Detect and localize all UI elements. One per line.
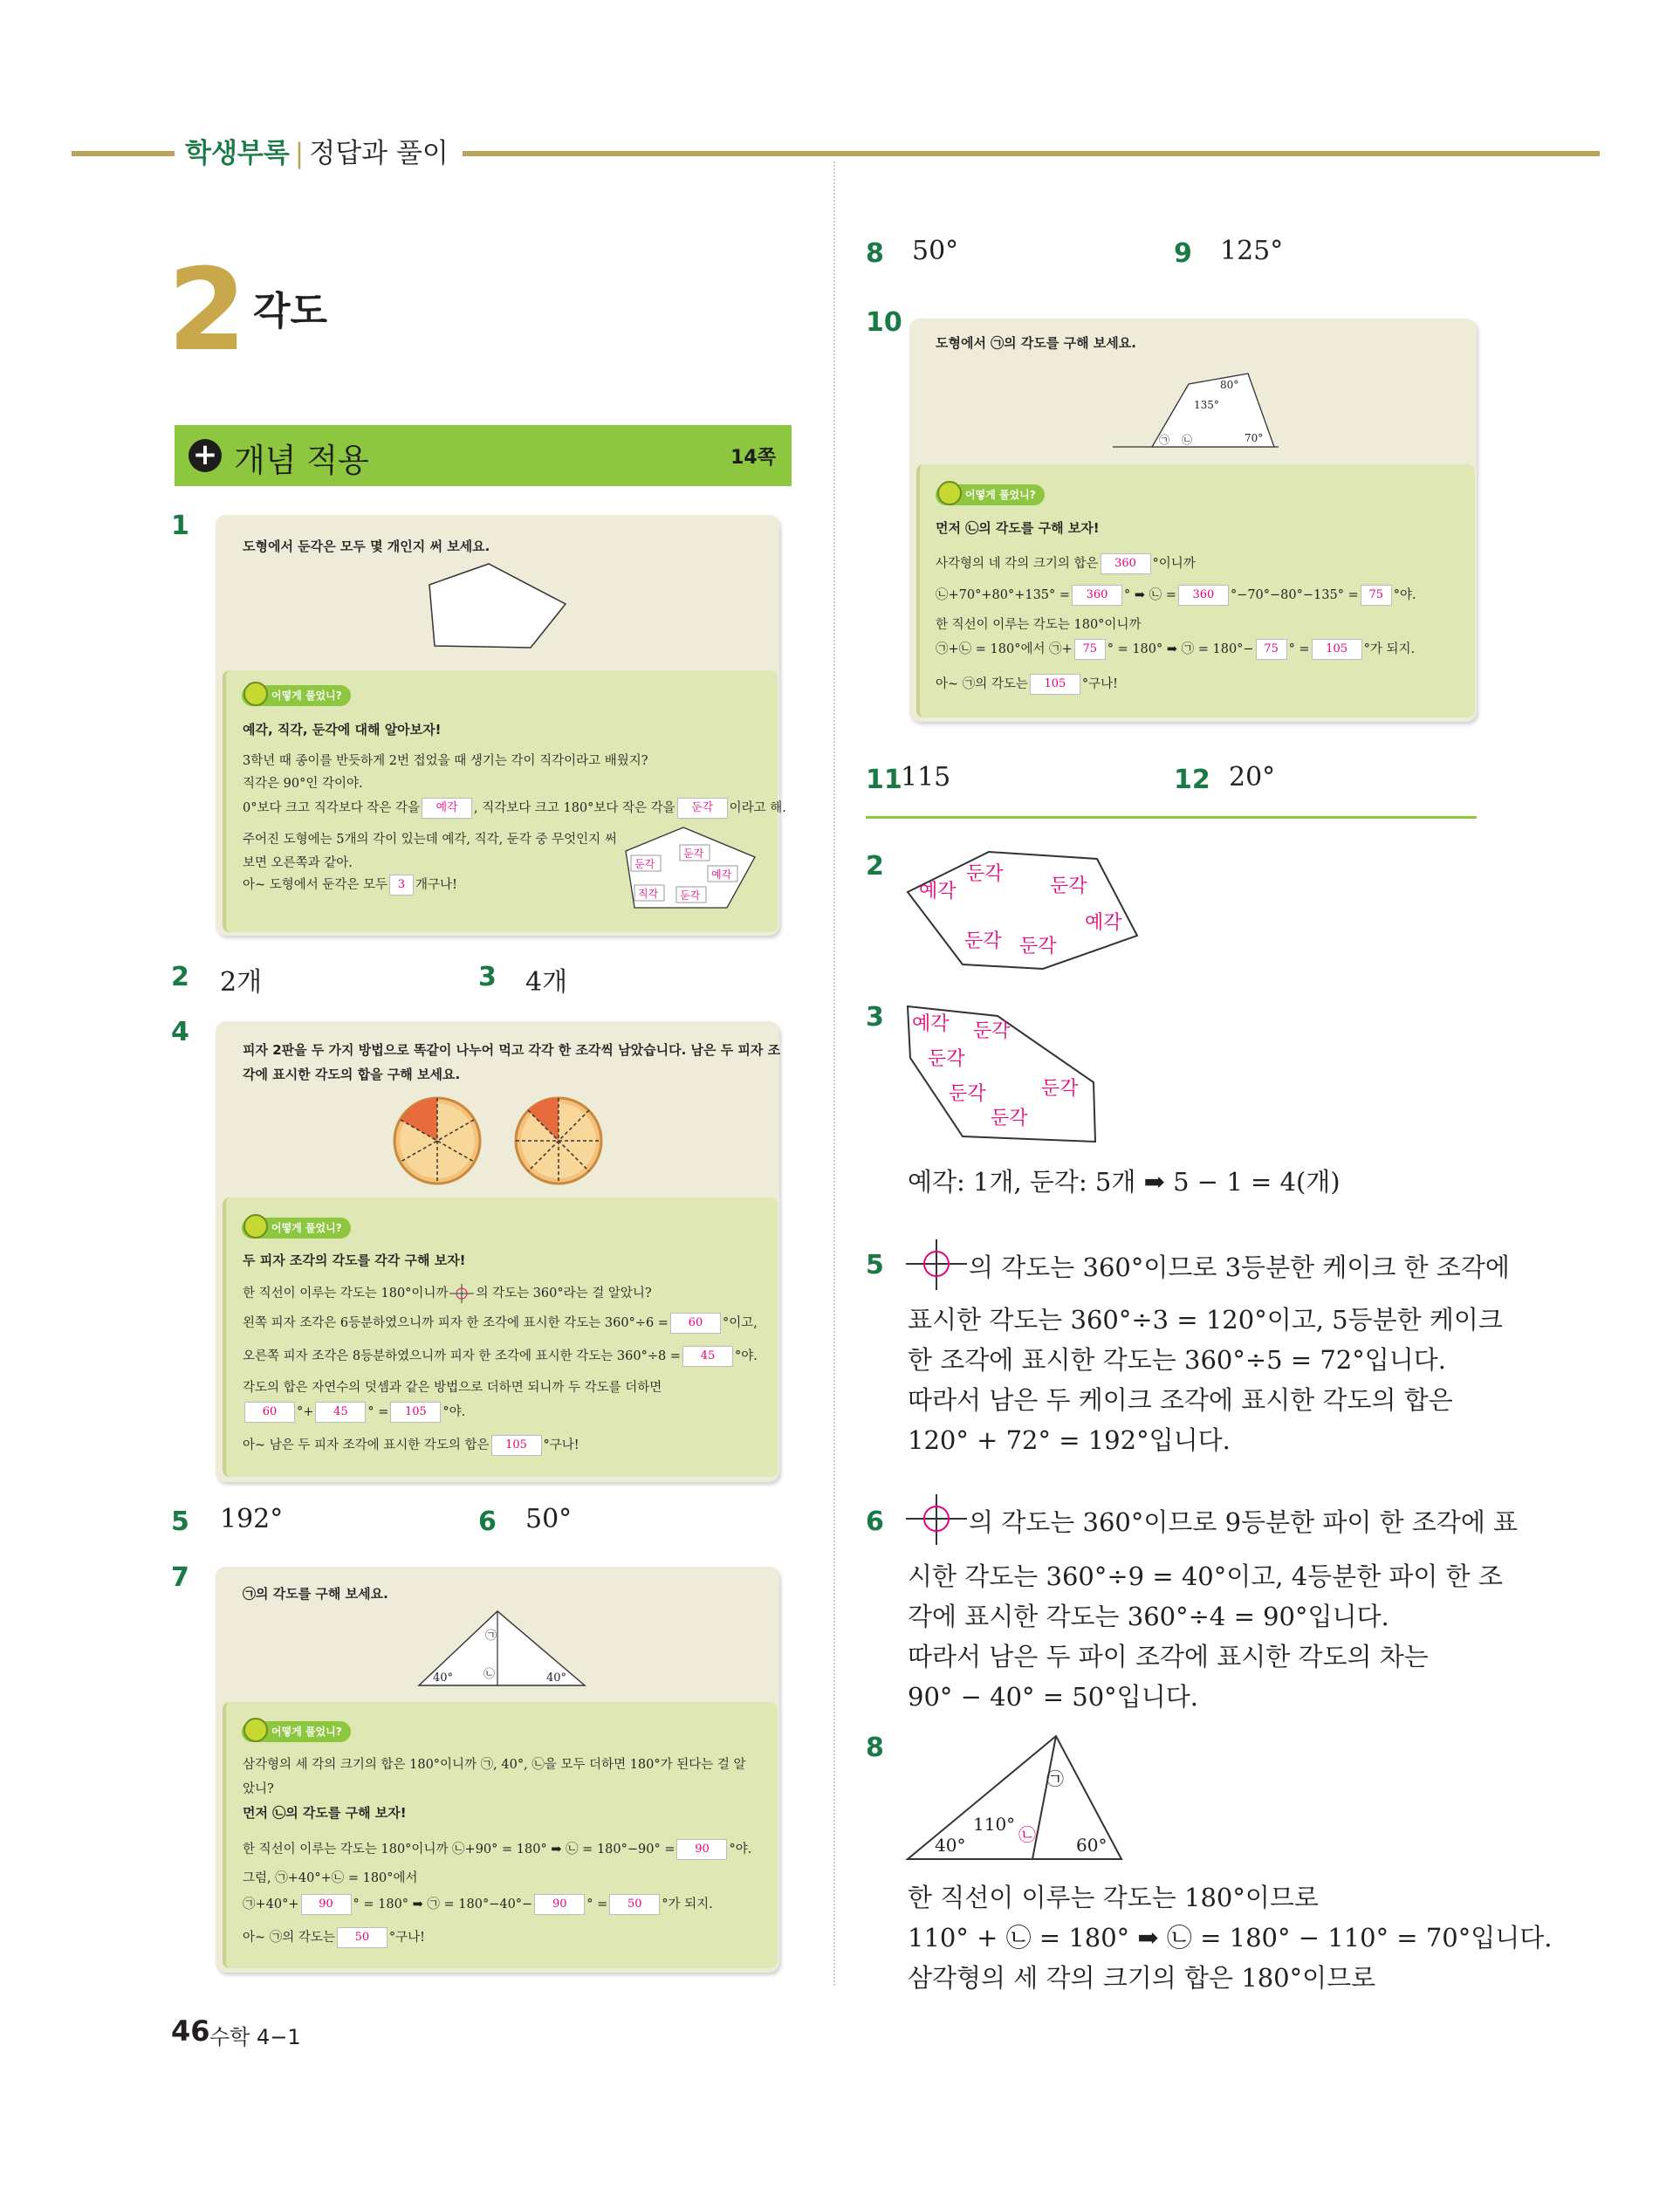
q10-fig-angle-c: 70°	[1245, 432, 1264, 444]
q10-answer-360b: 360	[1072, 585, 1122, 606]
s5-line-5: 120° + 72° = 192°입니다.	[908, 1425, 1231, 1455]
s2-hexagon-figure	[903, 847, 1143, 978]
q1-line-1: 예각, 직각, 둔각에 대해 알아보자!	[243, 722, 442, 738]
q4-pizza-figures	[393, 1095, 611, 1187]
section-title: 개념 적용	[234, 442, 369, 479]
q10-l6a: 아~ ㉠의 각도는	[936, 677, 1028, 691]
header-title	[185, 131, 449, 170]
q1-line-6: 보면 오른쪽과 같아.	[243, 856, 353, 870]
q1-answer-acute: 예각	[422, 798, 472, 819]
header-subtitle: 정답과 풀이	[309, 138, 449, 169]
q10-quad-figure	[1108, 358, 1283, 454]
q7-line-7	[243, 1927, 425, 1948]
q4-number: 4	[171, 1017, 189, 1047]
s8-number: 8	[866, 1733, 884, 1763]
s8-line-1: 한 직선이 이루는 각도는 180°이므로	[908, 1883, 1319, 1912]
s2-label-3: 둔각	[1050, 875, 1087, 897]
book-title: 수학 4−1	[209, 2025, 301, 2049]
a3-number: 3	[478, 962, 497, 992]
s3-number: 3	[866, 1002, 884, 1033]
q7-line-6	[243, 1894, 713, 1915]
q10-line-5	[936, 639, 1415, 660]
a3-value: 4개	[525, 967, 568, 998]
s2-label-1: 예각	[919, 881, 957, 902]
q7-answer-90c: 90	[534, 1894, 585, 1915]
q10-fig-angle-d: ㉠	[1159, 434, 1170, 446]
s3-label-5: 둔각	[949, 1083, 986, 1105]
q10-line-4: 한 직선이 이루는 각도는 180°이니까	[936, 618, 1142, 632]
a12-number: 12	[1174, 765, 1210, 795]
s5-line-4: 따라서 남은 두 케이크 조각에 표시한 각도의 합은	[908, 1385, 1453, 1415]
q7-fig-angle-b: 40°	[546, 1671, 567, 1685]
q7-l6a: ㉠+40°+	[243, 1898, 299, 1911]
q7-fig-angle-a: 40°	[433, 1671, 454, 1685]
q10-l3g: °야.	[1393, 588, 1416, 602]
q1-line-2: 3학년 때 종이를 반듯하게 2번 접었을 때 생기는 각이 직각이라고 배웠지?	[243, 754, 648, 768]
q4-l6f: °야.	[442, 1405, 466, 1419]
q4-sum-b: 45	[315, 1402, 366, 1423]
header-section: 학생부록	[185, 138, 290, 169]
q7-l6e: ° =	[586, 1898, 608, 1911]
q10-answer-360c: 360	[1178, 585, 1229, 606]
q4-l4a: 오른쪽 피자 조각은 8등분하였으니까 피자 한 조각에 표시한 각도는 360°÷8 =	[243, 1349, 681, 1363]
s3-label-4: 둔각	[1041, 1078, 1079, 1100]
q10-number: 10	[866, 307, 902, 338]
q10-answer-105: 105	[1312, 639, 1362, 660]
q10-answer-75b: 75	[1074, 639, 1106, 660]
q7-answer-90: 90	[676, 1839, 727, 1860]
page-number: 46	[171, 2014, 210, 2048]
column-divider	[833, 161, 835, 1986]
s5-line-1: 의 각도는 360°이므로 3등분한 케이크 한 조각에	[969, 1252, 1510, 1282]
s2-label-4: 예각	[1085, 912, 1122, 934]
s2-number: 2	[866, 851, 884, 882]
q10-l2c: °이니까	[1152, 557, 1196, 571]
q1-l7a: 아~ 도형에서 둔각은 모두	[243, 878, 388, 892]
q10-l5e: ° =	[1288, 642, 1310, 656]
q10-answer-75c: 75	[1256, 639, 1287, 660]
s5-line-2: 표시한 각도는 360°÷3 = 120°이고, 5등분한 케이크	[908, 1305, 1503, 1335]
q4-line-3	[243, 1313, 758, 1334]
q10-fig-angle-a: 80°	[1220, 379, 1239, 391]
a6-number: 6	[478, 1506, 497, 1537]
a6-value: 50°	[525, 1504, 573, 1534]
header-bar: |	[294, 138, 305, 169]
q10-answer-360: 360	[1101, 553, 1151, 574]
q1-fig-label-4: 직각	[638, 888, 659, 900]
q7-badge	[242, 1721, 351, 1742]
s6-number: 6	[866, 1506, 884, 1537]
s8-fig-angle-e: ㉡	[1018, 1824, 1036, 1845]
q7-answer-50b: 50	[337, 1927, 387, 1948]
section-page: 14쪽	[730, 447, 776, 469]
q4-l6d: ° =	[367, 1405, 389, 1419]
q4-line-7	[243, 1435, 579, 1456]
q1-answer-obtuse: 둔각	[677, 798, 728, 819]
s6-full-angle-icon	[906, 1494, 967, 1547]
a2-number: 2	[171, 962, 189, 992]
q7-l6c: ° = 180° ➡ ㉠ = 180°−40°−	[353, 1898, 533, 1911]
q1-fig-label-2: 둔각	[634, 858, 655, 870]
q10-fig-angle-b: 135°	[1194, 399, 1219, 411]
q10-line-3	[936, 585, 1416, 606]
q4-l6b: °+	[297, 1405, 314, 1419]
q1-line-7	[243, 875, 457, 896]
q10-badge	[936, 484, 1045, 505]
section-banner	[175, 425, 792, 486]
q7-l4a: 한 직선이 이루는 각도는 180°이니까 ㉡+90° = 180° ➡ ㉡ = 180°−90° =	[243, 1843, 675, 1856]
q7-line-4	[243, 1839, 751, 1860]
q1-l4c: , 직각보다 크고 180°보다 작은 각을	[474, 801, 675, 815]
q4-line-5: 각도의 합은 자연수의 덧셈과 같은 방법으로 더하면 되니까 두 각도를 더하면	[243, 1381, 662, 1395]
q1-fig-label-3: 예각	[711, 868, 732, 881]
q1-hint-figure	[624, 820, 772, 912]
q4-badge-text: 어떻게 풀었니?	[271, 1222, 342, 1234]
q4-l7a: 아~ 남은 두 피자 조각에 표시한 각도의 합은	[243, 1438, 490, 1452]
s3-hexagon-figure	[903, 1002, 1104, 1149]
s3-label-1: 예각	[912, 1013, 950, 1035]
q10-l6c: °구나!	[1081, 677, 1118, 691]
chapter-number: 2	[168, 244, 247, 376]
s3-label-3: 둔각	[928, 1048, 965, 1070]
q4-line-6	[243, 1402, 465, 1423]
q10-line-6	[936, 674, 1118, 695]
q10-line-2	[936, 553, 1196, 574]
q1-l4a: 0°보다 크고 직각보다 작은 각을	[243, 801, 420, 815]
q7-l7c: °구나!	[388, 1931, 425, 1945]
q10-answer-75: 75	[1361, 585, 1392, 606]
a12-value: 20°	[1229, 762, 1276, 793]
q1-l4e: 이라고 해.	[729, 801, 786, 815]
q4-sum-a: 60	[244, 1402, 295, 1423]
q4-question-2: 각에 표시한 각도의 합을 구해 보세요.	[243, 1067, 461, 1082]
q4-sum-result: 105	[390, 1402, 441, 1423]
q7-number: 7	[171, 1562, 189, 1593]
q7-question: ㉠의 각도를 구해 보세요.	[243, 1586, 388, 1602]
section-separator	[866, 816, 1477, 819]
q7-answer-50: 50	[609, 1894, 660, 1915]
q7-line-1: 삼각형의 세 각의 크기의 합은 180°이니까 ㉠, 40°, ㉡을 모두 더하면 180°가 된다는 걸 알	[243, 1758, 746, 1772]
q10-l5g: °가 되지.	[1363, 642, 1416, 656]
s6-line-5: 90° − 40° = 50°입니다.	[908, 1682, 1198, 1712]
s6-line-3: 각에 표시한 각도는 360°÷4 = 90°입니다.	[908, 1602, 1389, 1631]
q4-line-1: 두 피자 조각의 각도를 각각 구해 보자!	[243, 1252, 466, 1268]
s5-full-angle-icon	[906, 1239, 967, 1292]
q1-badge	[242, 685, 351, 706]
q10-l3c: ° ➡ ㉡ =	[1124, 588, 1176, 602]
s8-line-3: 삼각형의 세 각의 크기의 합은 180°이므로	[908, 1963, 1376, 1993]
face-icon	[937, 481, 962, 505]
face-icon	[243, 1214, 268, 1239]
face-icon	[243, 1718, 268, 1742]
q4-answer-60: 60	[670, 1313, 721, 1334]
q1-line-4	[243, 798, 786, 819]
a8-number: 8	[866, 238, 884, 269]
q10-question: 도형에서 ㉠의 각도를 구해 보세요.	[936, 335, 1136, 351]
a5-number: 5	[171, 1506, 189, 1537]
s8-fig-angle-a: 40°	[935, 1835, 966, 1856]
q7-answer-90b: 90	[301, 1894, 352, 1915]
s8-line-2: 110° + ㉡ = 180° ➡ ㉡ = 180° − 110° = 70°입니다.	[908, 1923, 1553, 1953]
full-angle-icon	[449, 1284, 474, 1303]
q10-badge-text: 어떻게 풀었니?	[965, 489, 1036, 501]
s3-label-6: 둔각	[991, 1108, 1028, 1129]
s5-line-3: 한 조각에 표시한 각도는 360°÷5 = 72°입니다.	[908, 1345, 1447, 1375]
s6-line-2: 시한 각도는 360°÷9 = 40°이고, 4등분한 파이 한 조	[908, 1561, 1503, 1591]
q10-line-1: 먼저 ㉡의 각도를 구해 보자!	[936, 520, 1100, 536]
q1-pentagon-figure	[428, 559, 576, 655]
a8-value: 50°	[912, 236, 959, 266]
a2-value: 2개	[220, 967, 263, 998]
q7-triangle-figure	[410, 1604, 593, 1692]
header-rule-right	[463, 151, 1600, 156]
a11-number: 11	[866, 765, 902, 795]
q1-l7c: 개구나!	[415, 878, 457, 892]
q10-l5a: ㉠+㉡ = 180°에서 ㉠+	[936, 642, 1073, 656]
s2-label-5: 둔각	[964, 930, 1002, 952]
chapter-title: 각도	[253, 289, 328, 333]
s8-fig-angle-d: ㉠	[1046, 1768, 1064, 1789]
q4-line-4	[243, 1346, 758, 1367]
q10-l3a: ㉡+70°+80°+135° =	[936, 588, 1071, 602]
a9-value: 125°	[1220, 236, 1284, 266]
q10-l3e: °−70°−80°−135° =	[1230, 588, 1359, 602]
q4-l2a: 한 직선이 이루는 각도는 180°이니까	[243, 1287, 449, 1301]
q10-l5c: ° = 180° ➡ ㉠ = 180°−	[1107, 642, 1254, 656]
s8-fig-angle-c: 60°	[1076, 1835, 1107, 1856]
s6-line-1: 의 각도는 360°이므로 9등분한 파이 한 조각에 표	[969, 1507, 1519, 1537]
q1-number: 1	[171, 511, 189, 541]
q4-badge	[242, 1218, 351, 1239]
q7-l6g: °가 되지.	[662, 1898, 713, 1911]
q1-line-5: 주어진 도형에는 5개의 각이 있는데 예각, 직각, 둔각 중 무엇인지 써	[243, 833, 617, 847]
q7-line-5: 그럼, ㉠+40°+㉡ = 180°에서	[243, 1871, 418, 1885]
q1-answer-count: 3	[389, 875, 414, 896]
a5-value: 192°	[220, 1504, 284, 1534]
q7-line-3: 먼저 ㉡의 각도를 구해 보자!	[243, 1805, 407, 1821]
q7-fig-angle-c: ㉠	[485, 1630, 497, 1643]
q7-l4c: °야.	[729, 1843, 752, 1856]
q4-answer-105: 105	[491, 1435, 542, 1456]
q4-l2b: 의 각도는 360°라는 걸 알았니?	[476, 1287, 652, 1301]
header-rule-left	[72, 151, 175, 156]
plus-icon: +	[189, 439, 222, 472]
face-icon	[243, 682, 268, 706]
q10-l2a: 사각형의 네 각의 크기의 합은	[936, 557, 1099, 571]
q1-question: 도형에서 둔각은 모두 몇 개인지 써 보세요.	[243, 539, 490, 554]
s6-line-4: 따라서 남은 두 파이 조각에 표시한 각도의 차는	[908, 1642, 1429, 1671]
q4-l4c: °야.	[734, 1349, 758, 1363]
q4-l3a: 왼쪽 피자 조각은 6등분하였으니까 피자 한 조각에 표시한 각도는 360°÷6 =	[243, 1316, 669, 1330]
q10-answer-105b: 105	[1030, 674, 1080, 695]
s2-label-6: 둔각	[1019, 936, 1057, 957]
a11-value: 115	[901, 762, 951, 793]
q4-line-2	[243, 1283, 652, 1303]
q4-question-1: 피자 2판을 두 가지 방법으로 똑같이 나누어 먹고 각각 한 조각씩 남았습니다. 남은 두 피자 조	[243, 1042, 781, 1058]
s3-text: 예각: 1개, 둔각: 5개 ➡ 5 − 1 = 4(개)	[908, 1167, 1341, 1197]
s8-fig-angle-b: 110°	[973, 1814, 1016, 1835]
q1-badge-text: 어떻게 풀었니?	[271, 690, 342, 702]
s8-triangle-figure	[903, 1733, 1130, 1863]
q4-l3c: °이고,	[722, 1316, 758, 1330]
s5-number: 5	[866, 1250, 884, 1280]
q7-line-2: 았니?	[243, 1782, 274, 1796]
q1-line-3: 직각은 90°인 각이야.	[243, 777, 363, 791]
s3-label-2: 둔각	[973, 1020, 1011, 1042]
q7-badge-text: 어떻게 풀었니?	[271, 1726, 342, 1738]
q4-answer-45: 45	[682, 1346, 733, 1367]
q7-l7a: 아~ ㉠의 각도는	[243, 1931, 335, 1945]
q1-fig-label-1: 둔각	[683, 848, 704, 860]
a9-number: 9	[1174, 238, 1192, 269]
q7-fig-angle-d: ㉡	[483, 1668, 496, 1681]
s2-label-2: 둔각	[966, 863, 1004, 885]
q4-l7c: °구나!	[543, 1438, 579, 1452]
q10-fig-angle-e: ㉡	[1182, 434, 1193, 446]
q1-fig-label-5: 둔각	[680, 889, 701, 902]
